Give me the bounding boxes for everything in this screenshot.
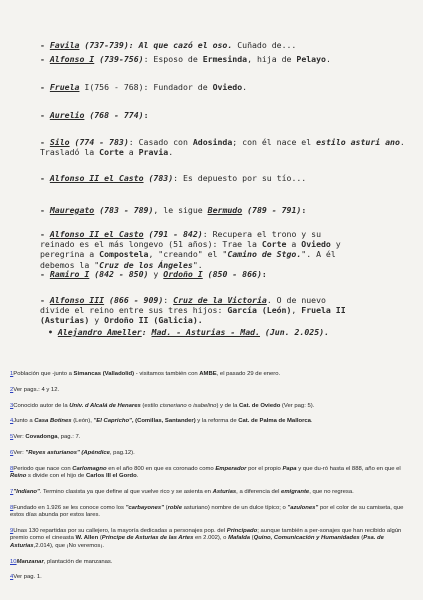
entry-mauregato xyxy=(40,205,410,215)
king-years: I(756 - 768) xyxy=(84,82,144,92)
footnote-text: asturiano) nombre de un dulce típico; o xyxy=(181,504,288,511)
entry-dash: - xyxy=(40,110,45,120)
footnote-text: Carlos III el Gordo xyxy=(85,473,137,480)
footnote-number[interactable]: 5 xyxy=(10,434,14,441)
entry-text: : Recupera el trono y su xyxy=(202,229,322,239)
entry-text: reinado es el más longevo (51 años): Trae la xyxy=(40,239,262,250)
footnote-number[interactable]: 8 xyxy=(10,504,14,511)
entry-text: y xyxy=(330,239,341,250)
entry-text: : xyxy=(261,269,267,279)
footnote-number[interactable]: 1 xyxy=(10,371,14,377)
entry-dash: - xyxy=(40,173,45,183)
footnote xyxy=(10,574,412,581)
footnote-text: Simancas (Valladolid) xyxy=(73,371,135,377)
heir-name: Fruela II xyxy=(301,305,346,316)
entry-text: debemos la " xyxy=(40,259,100,270)
father-name: Pelayo xyxy=(296,54,326,64)
footnote-text: AMBE xyxy=(199,371,217,377)
footnote-text: y que du-ró hasta el 888, año en que el xyxy=(296,465,401,472)
footnote-text: Periodo que nace con xyxy=(13,465,73,472)
footnote-number[interactable]: 6 xyxy=(10,449,14,456)
camino-name: Camino de Stgo. xyxy=(227,249,302,260)
spouse-name: Ermesinda xyxy=(202,54,248,64)
footnote xyxy=(10,489,412,496)
footnote-text: Cat. de Palma de Mallorca xyxy=(238,418,311,425)
king-years: (791 - 842) xyxy=(148,229,203,239)
king-name: Ramiro I xyxy=(49,269,90,279)
footnote xyxy=(10,505,412,520)
entry-line xyxy=(40,315,410,325)
footnote-text: Covadonga xyxy=(25,434,58,441)
entry-dash: - xyxy=(40,269,45,279)
entry-fruela xyxy=(40,82,410,92)
king-name: Mauregato xyxy=(49,205,95,215)
city-name: Oviedo xyxy=(301,239,331,250)
footnote-text: Asturias xyxy=(212,488,237,495)
footnote-text: . xyxy=(310,418,313,425)
entry-text: y xyxy=(148,269,164,279)
footnote-text: "Indiano" xyxy=(13,488,40,495)
footnote-text: Ver pags.: 4 y 12. xyxy=(13,386,60,393)
city-name: Oviedo xyxy=(212,82,243,92)
footnote-text: ( xyxy=(250,535,254,542)
footnote xyxy=(10,371,412,378)
entry-text: ; con él nace el xyxy=(232,137,317,147)
footnote-text: Carlomagno xyxy=(72,465,107,472)
footnote-number[interactable]: 4 xyxy=(10,418,14,425)
footnote xyxy=(10,418,412,425)
corte-word: Corte xyxy=(99,147,124,158)
footnote-number[interactable]: 3 xyxy=(10,402,14,409)
style-name: estilo asturi ano xyxy=(316,137,400,147)
footnote-text: Casa Botines xyxy=(34,418,72,425)
city-name: Compostela xyxy=(99,249,149,260)
footnote-text: por el color de su camiseta, que estos días abunda por estos lares. xyxy=(10,504,404,519)
footnote-text: Psa. de Asturias xyxy=(10,535,384,549)
entry-dash: - xyxy=(40,82,45,92)
entry-text: , xyxy=(291,305,302,316)
footnote-text: "Reyes asturianos" (Apéndice xyxy=(25,449,110,456)
footnote-text: Mafalda xyxy=(228,535,251,542)
king-years: (866 - 909) xyxy=(109,295,164,305)
footnote-number[interactable]: 2 xyxy=(10,386,14,393)
entry-alfonso-i xyxy=(40,54,410,64)
footnote-text: ) y de la xyxy=(216,402,240,409)
king-name: Silo xyxy=(49,137,70,147)
footnote-text: emigrante xyxy=(281,488,310,495)
entry-text: : xyxy=(301,205,307,215)
footnote-text: . xyxy=(136,473,139,480)
date-text: (Jun. 2.025). xyxy=(260,327,330,337)
footnote-text: isabelino xyxy=(193,402,217,409)
bullet-mark: • xyxy=(48,327,53,337)
footnote-text: Emperador xyxy=(215,465,247,472)
footnote-text: "azulones" xyxy=(287,504,319,511)
entry-dash: - xyxy=(40,137,45,147)
king-name: Alfonso II el Casto xyxy=(49,173,144,183)
footnote xyxy=(10,528,412,550)
footnote-text: (León), xyxy=(71,418,94,425)
king-name: Aurelio xyxy=(49,110,85,120)
king-name: Fruela xyxy=(49,82,80,92)
entry-alfonso-ii-second xyxy=(40,229,410,270)
king-years: (842 - 850) xyxy=(94,269,149,279)
footnote-text: en el año 800 en que es coronado como xyxy=(106,465,216,472)
entry-dash: - xyxy=(40,205,45,215)
footnote-text: Junto a xyxy=(13,418,35,425)
entry-text: a xyxy=(123,147,139,158)
cross-name: Cruz de la Victoria xyxy=(173,295,267,305)
entry-text: . xyxy=(168,147,174,158)
footnote-text: Quino, Comunicación y Humanidades xyxy=(253,535,360,542)
entry-text: , hija de xyxy=(247,54,297,64)
entry-alfonso-ii-first xyxy=(40,173,410,183)
footnote-text: ( xyxy=(359,535,364,542)
footnote-text: , (Comillas, Santander) xyxy=(131,418,196,425)
entry-text: . xyxy=(242,82,248,92)
footnote-text: , plantación de manzanas. xyxy=(43,558,113,565)
footnote-text: Ver pag. 1. xyxy=(13,574,42,581)
footnote-text: , pag.12). xyxy=(109,449,135,456)
footnote-text: por el propio xyxy=(246,465,283,472)
king-years: (737-739) xyxy=(84,40,129,50)
entry-text: : Es depuesto por su tío... xyxy=(173,173,307,183)
footnote-text: , que no regresa. xyxy=(309,488,354,495)
entry-text: : Esposo de xyxy=(143,54,203,64)
entry-text: peregrina a xyxy=(40,249,100,260)
entry-line xyxy=(40,305,410,315)
footnote-text: Papa xyxy=(282,465,297,472)
footnote-number[interactable]: 10 xyxy=(10,558,17,565)
footnote-text: ( xyxy=(163,504,168,511)
footnote-text: y la reforma de xyxy=(195,418,239,425)
footnote-text: Principado xyxy=(226,527,258,534)
entry-note: : Al que cazó el oso. xyxy=(128,40,233,50)
footnote-text: Príncipe de Asturias de las Artes xyxy=(101,535,194,542)
entry-dash: - xyxy=(40,229,45,239)
route-text: Mad. - Asturias - Mad. xyxy=(151,327,260,337)
footnote-text: Población que -junto a xyxy=(13,371,74,377)
entry-dash: - xyxy=(40,295,45,305)
footnote-text: . Termino clasista ya que define al que vuelve rico y se asienta en xyxy=(39,488,213,495)
king-name: Favila xyxy=(49,40,80,50)
entry-text: : Casado con xyxy=(128,137,193,147)
footnote-text: Reino xyxy=(10,473,27,480)
king-years: (739-756) xyxy=(99,54,144,64)
author-name: Alejandro Ameller xyxy=(57,327,142,337)
entry-text: divide el reino entre sus tres hijos: xyxy=(40,305,228,316)
footnote-text: Conocido autor de la xyxy=(13,402,70,409)
entry-text: a xyxy=(286,239,302,250)
king-years: (774 - 783) xyxy=(74,137,129,147)
footnote xyxy=(10,387,412,394)
entry-text: : xyxy=(141,327,152,337)
footnote-text: - visitamos también con xyxy=(134,371,200,377)
footnote-text: en 2.002), o xyxy=(193,535,229,542)
entry-line xyxy=(40,229,410,239)
footnote-text: ; aunque también a per-sonajes que han recibido algún premio como el cineasta xyxy=(10,527,402,542)
successor-name: Ordoño I xyxy=(163,269,203,279)
footnote-text: Fundado en 1.926 se les conoce como los xyxy=(13,504,126,511)
king-years: (783) xyxy=(148,173,174,183)
footnote-number[interactable]: 4 xyxy=(10,574,14,581)
footnote-text: , el pasado 29 de enero. xyxy=(216,371,281,377)
entry-text: y xyxy=(89,315,105,326)
heir-region: (Asturias) xyxy=(40,315,90,326)
footnote xyxy=(10,466,412,481)
footnote-text: ( xyxy=(98,535,102,542)
footnote-text: s divide con el hijo de xyxy=(26,473,86,480)
king-name: Alfonso III xyxy=(49,295,105,305)
successor-name: Bermudo xyxy=(207,205,243,215)
heir-name: García (León) xyxy=(227,305,292,316)
footnote-text: cisneriano xyxy=(159,402,187,409)
successor-years: (850 - 866) xyxy=(207,269,262,279)
entry-dash: - xyxy=(40,54,45,64)
entry-dash: - xyxy=(40,40,45,50)
entry-line xyxy=(40,239,410,249)
entry-text: : Fundador de xyxy=(143,82,213,92)
author-line xyxy=(48,327,408,337)
footnote-text: "carbayones" xyxy=(125,504,164,511)
footnote-text: Ver: xyxy=(13,449,26,456)
corte-word: Corte xyxy=(261,239,287,250)
entry-text: : xyxy=(143,110,149,120)
footnote-text: Univ. d Alcalá de Henares xyxy=(69,402,141,409)
footnote xyxy=(10,450,412,457)
entry-text: Cuñado de... xyxy=(232,40,297,50)
footnote-text: Unas 130 repartidas por su callejero, la mayoría dedicadas a personajes pop. del xyxy=(13,527,227,534)
entry-text: ". A él xyxy=(301,249,336,260)
entry-text: , "creando" el " xyxy=(148,249,228,260)
footnote-text: , pag.: 7. xyxy=(57,434,81,441)
entry-aurelio xyxy=(40,110,410,120)
entry-text: . O de nuevo xyxy=(266,295,326,305)
footnote xyxy=(10,403,412,410)
king-years: (768 - 774) xyxy=(89,110,144,120)
footnote-text: o xyxy=(186,402,194,409)
king-name: Alfonso I xyxy=(49,54,95,64)
footnotes xyxy=(10,371,412,590)
footnote-text: , a diferencia del xyxy=(236,488,282,495)
heir-name: Ordoño II xyxy=(104,315,149,326)
footnote-text: Ver: xyxy=(13,434,26,441)
heir-region: (Galicia). xyxy=(148,315,203,326)
footnote-text: ,2.014), que ¡No veremos¡. xyxy=(33,542,104,549)
footnote-text: roble xyxy=(167,504,182,511)
footnote-text: W. Allen xyxy=(75,535,99,542)
place-name: Pravia xyxy=(138,147,169,158)
entry-alfonso-iii xyxy=(40,295,410,326)
entry-text: . Trasladó la xyxy=(40,137,405,158)
footnote-text: "El Capricho" xyxy=(93,418,132,425)
footnote-number[interactable]: 8 xyxy=(10,465,14,472)
footnote-text: Cat. de Oviedo xyxy=(239,402,281,409)
entry-text: , le sigue xyxy=(153,205,208,215)
successor-years: (789 - 791) xyxy=(247,205,302,215)
king-years: (783 - 789) xyxy=(99,205,154,215)
footnote-number[interactable]: 7 xyxy=(10,488,14,495)
entry-text: . xyxy=(325,54,331,64)
footnote-text: Manzanar xyxy=(16,558,44,565)
entry-ramiro-i xyxy=(40,269,410,279)
footnote xyxy=(10,434,412,441)
footnote xyxy=(10,559,412,566)
entry-silo xyxy=(40,137,410,157)
entry-line xyxy=(40,249,410,259)
cross-name: Cruz de los Ángeles xyxy=(99,259,193,270)
entry-text: : xyxy=(163,295,174,305)
footnote-text: (estilo xyxy=(140,402,160,409)
footnote-text: (Ver pag: 5). xyxy=(280,402,315,409)
spouse-name: Adosinda xyxy=(192,137,233,147)
king-name: Alfonso II el Casto xyxy=(49,229,144,239)
entry-line xyxy=(40,295,410,305)
footnote-number[interactable]: 9 xyxy=(10,527,14,534)
entry-text: ". xyxy=(192,259,203,270)
entry-favila xyxy=(40,40,410,50)
